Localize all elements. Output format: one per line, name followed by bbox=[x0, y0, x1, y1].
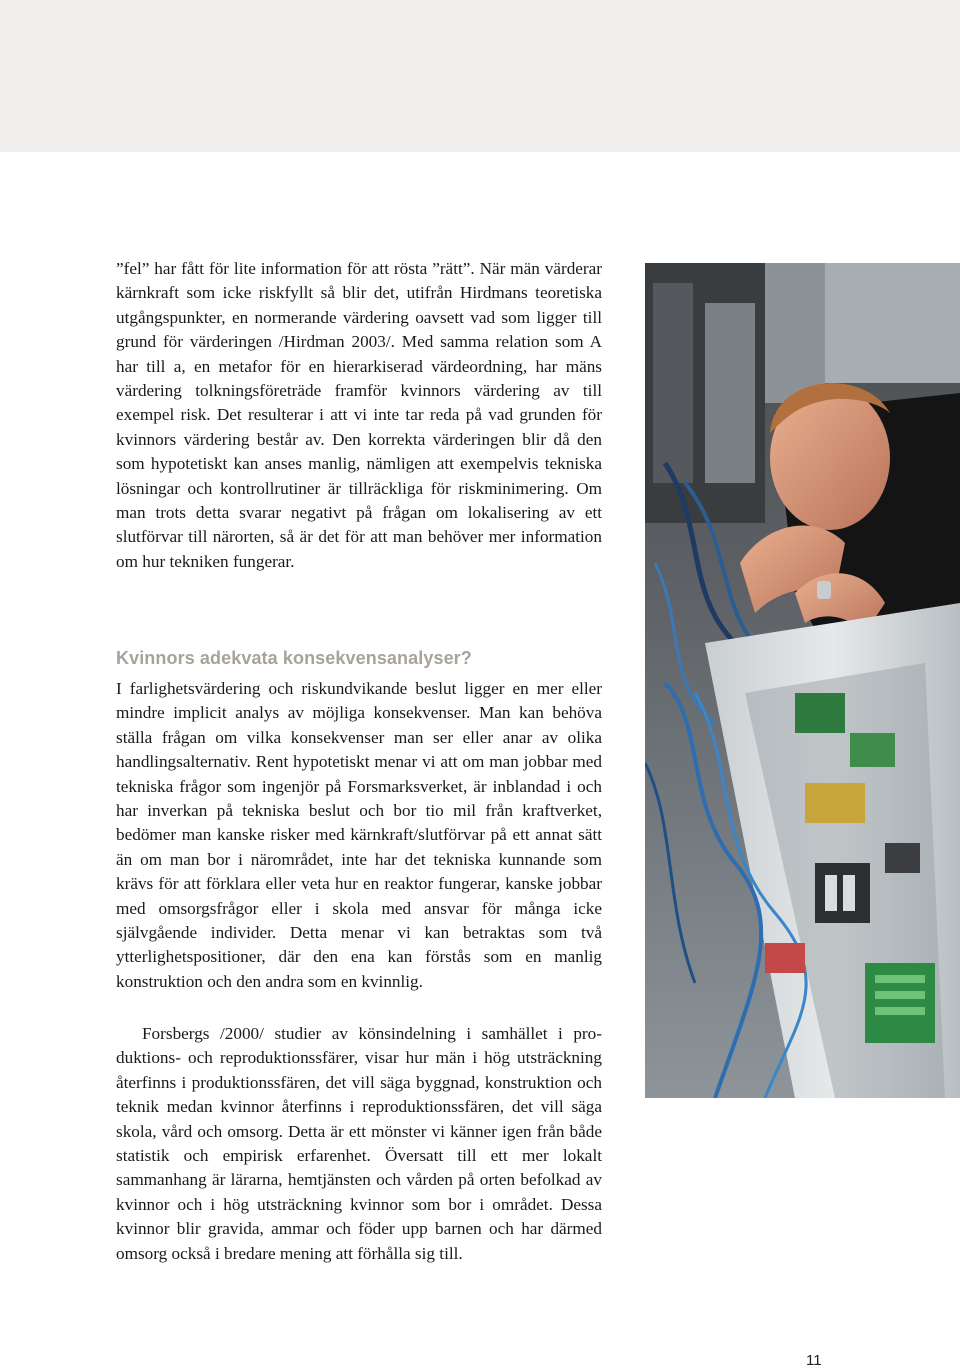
photo-technician-icon bbox=[645, 263, 960, 1098]
body-paragraph-3: Forsbergs /2000/ studier av könsindelning i samhället i produktions- och reproduktionssfärer, visar hur män i hög utsträckning återfinns i produktionssfären, det vill säga byggnad, konstruktion och teknik medan kvinnor återfinns i reproduktionssfären, det vill säga skola, vård och omsorg. Detta är ett mönster vi känner igen från både statistik och empirisk erfarenhet. Översatt till ett mer lokalt sammanhang är lärarna, hemtjänsten och vården på orten befolkad av kvinnor och i hög utsträckning kvinnor som bor i området. Dessa kvinnor blir gravida, ammar och föder upp barnen och har därmed omsorg också i bredare mening att förhålla sig till. bbox=[116, 1024, 602, 1263]
body-paragraph-2: I farlighetsvärdering och riskundvikande beslut ligger en mer eller mindre implicit analys av möjliga konsekvenser. Man kan behöva ställa frågan om vilka konsekvenser man ser eller anar av olika handlingsalternativ. Rent hypotetiskt menar vi att om man jobbar med tekniska frågor som ingenjör på Forsmarksverket, är inblandad i och har inverkan på tekniska beslut och bor tio mil från kraftverket, bedömer man kanske risker med kärnkraft/slutförvar på ett annat sätt än om man bor i närområdet, inte har det tekniska kunnande som krävs för att förklara eller veta hur en reaktor fungerar, kanske jobbar med omsorgsfrågor eller i skola med ansvar för många icke självgående individer. Detta menar vi kan betraktas som två ytterlighetspositioner, där den ena kan förstås som en manlig konstruktion och den andra som en kvinnlig. bbox=[116, 679, 602, 991]
page-number: 11 bbox=[806, 1352, 822, 1369]
body-paragraph-1: ”fel” har fått för lite information för att rösta ”rätt”. När män värderar kärnkraft som icke riskfyllt så blir det, utifrån Hirdmans teoretiska utgångspunkter, en normerande värdering oavsett vad som ligger till grund för värderingen /Hirdman 2003/. Med samma relation som A har till a, en metafor för en hierarkiserad värdeordning, har mäns värdering tolkningsföreträde framför kvinnors värdering av till exempel risk. Det resulterar i att vi inte tar reda på vad grunden för kvinnors värdering består av. Den korrekta värderingen blir då den som hypotetiskt kan anses manlig, nämligen att exempelvis tekniska lösningar och kontrollrutiner är tillräckliga för riskminimering. Om man trots detta svarar negativt på frågan om lokalisering av ett slutförvar till närorten, så är det för att man behöver mer information om hur tekniken fungerar. bbox=[116, 259, 602, 571]
top-gray-band bbox=[0, 0, 960, 152]
section-heading: Kvinnors adekvata konsekvensanalyser? bbox=[116, 648, 472, 668]
